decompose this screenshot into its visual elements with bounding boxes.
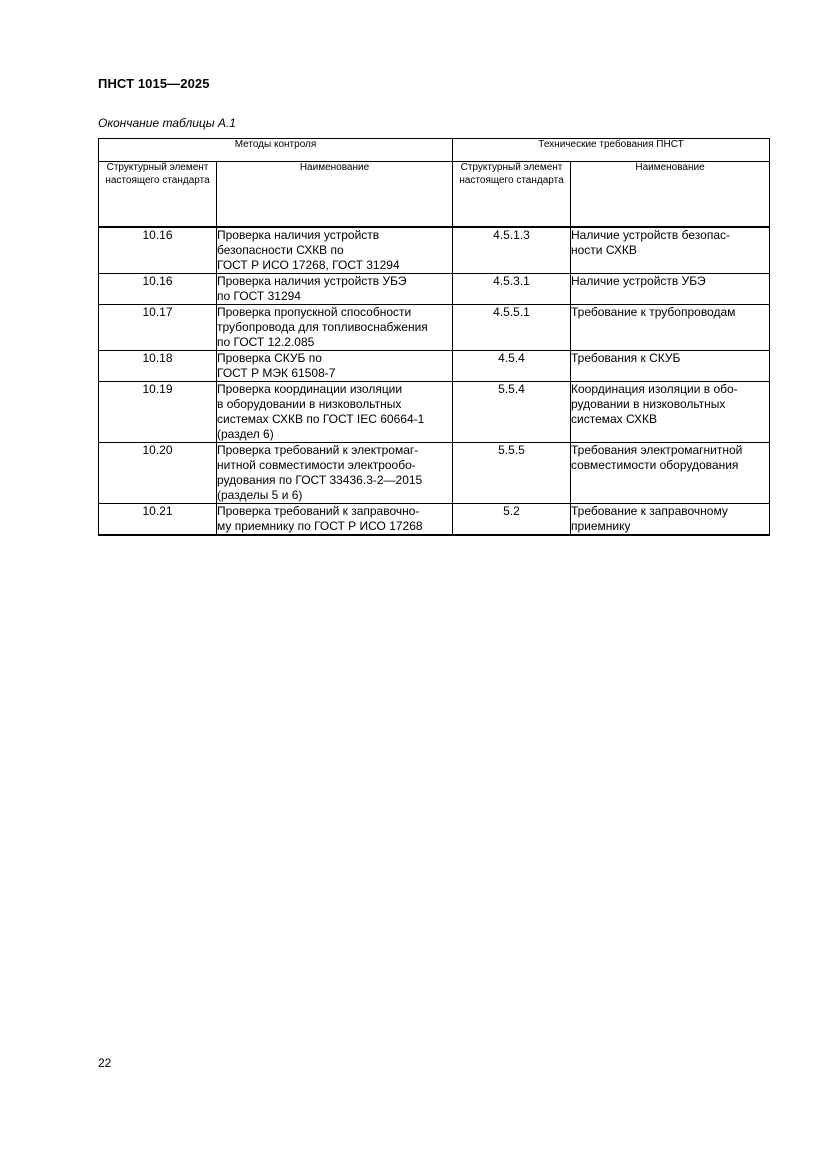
requirement-ref-cell: 4.5.3.1 [453,274,571,305]
requirement-ref-cell: 5.5.5 [453,443,571,504]
sub-header-method-name: Наименование [217,162,453,228]
method-ref-cell: 10.20 [99,443,217,504]
table-row [99,305,770,351]
table-row [99,443,770,504]
sub-header-req-name: Наименование [571,162,770,228]
table-body [99,227,770,535]
method-name-cell: Проверка координации изоляции в оборудовании в низковольтных системах СХКВ по ГОСТ IEC 60664-1 (раздел 6) [217,382,453,443]
requirement-name-cell: Требование к заправочному приемнику [571,504,770,536]
requirement-ref-cell: 4.5.4 [453,351,571,382]
table-row [99,274,770,305]
method-ref-cell: 10.16 [99,274,217,305]
requirement-name-cell: Требования электромагнитной совместимости оборудования [571,443,770,504]
method-name-cell: Проверка СКУБ по ГОСТ Р МЭК 61508-7 [217,351,453,382]
method-ref-cell: 10.19 [99,382,217,443]
method-ref-cell: 10.21 [99,504,217,536]
requirement-name-cell: Наличие устройств безопас- ности СХКВ [571,227,770,274]
group-header-requirements: Технические требования ПНСТ [453,139,770,162]
method-name-cell: Проверка требований к заправочно- му приемнику по ГОСТ Р ИСО 17268 [217,504,453,536]
method-ref-cell: 10.18 [99,351,217,382]
sub-header-method-ref: Структурный элемент настоящего стандарта [99,162,217,228]
method-ref-cell: 10.16 [99,227,217,274]
sub-header-req-ref: Структурный элемент настоящего стандарта [453,162,571,228]
table-row [99,351,770,382]
requirement-name-cell: Наличие устройств УБЭ [571,274,770,305]
requirement-name-cell: Координация изоляции в обо- рудовании в низковольтных системах СХКВ [571,382,770,443]
table-caption: Окончание таблицы А.1 [98,116,236,130]
requirement-name-cell: Требование к трубопроводам [571,305,770,351]
method-name-cell: Проверка пропускной способности трубопровода для топливоснабжения по ГОСТ 12.2.085 [217,305,453,351]
table-row [99,382,770,443]
table-row [99,504,770,536]
requirement-ref-cell: 5.2 [453,504,571,536]
group-header-methods: Методы контроля [99,139,453,162]
requirement-ref-cell: 5.5.4 [453,382,571,443]
requirements-table [98,138,770,536]
method-name-cell: Проверка требований к электромаг- нитной совместимости электрообо- рудования по ГОСТ 33436.3-2—2015 (разделы 5 и 6) [217,443,453,504]
requirement-name-cell: Требования к СКУБ [571,351,770,382]
page-number: 22 [98,1056,112,1070]
method-ref-cell: 10.17 [99,305,217,351]
method-name-cell: Проверка наличия устройств УБЭ по ГОСТ 31294 [217,274,453,305]
requirement-ref-cell: 4.5.5.1 [453,305,571,351]
table-row [99,227,770,274]
document-code: ПНСТ 1015—2025 [98,76,210,91]
method-name-cell: Проверка наличия устройств безопасности СХКВ по ГОСТ Р ИСО 17268, ГОСТ 31294 [217,227,453,274]
requirement-ref-cell: 4.5.1.3 [453,227,571,274]
